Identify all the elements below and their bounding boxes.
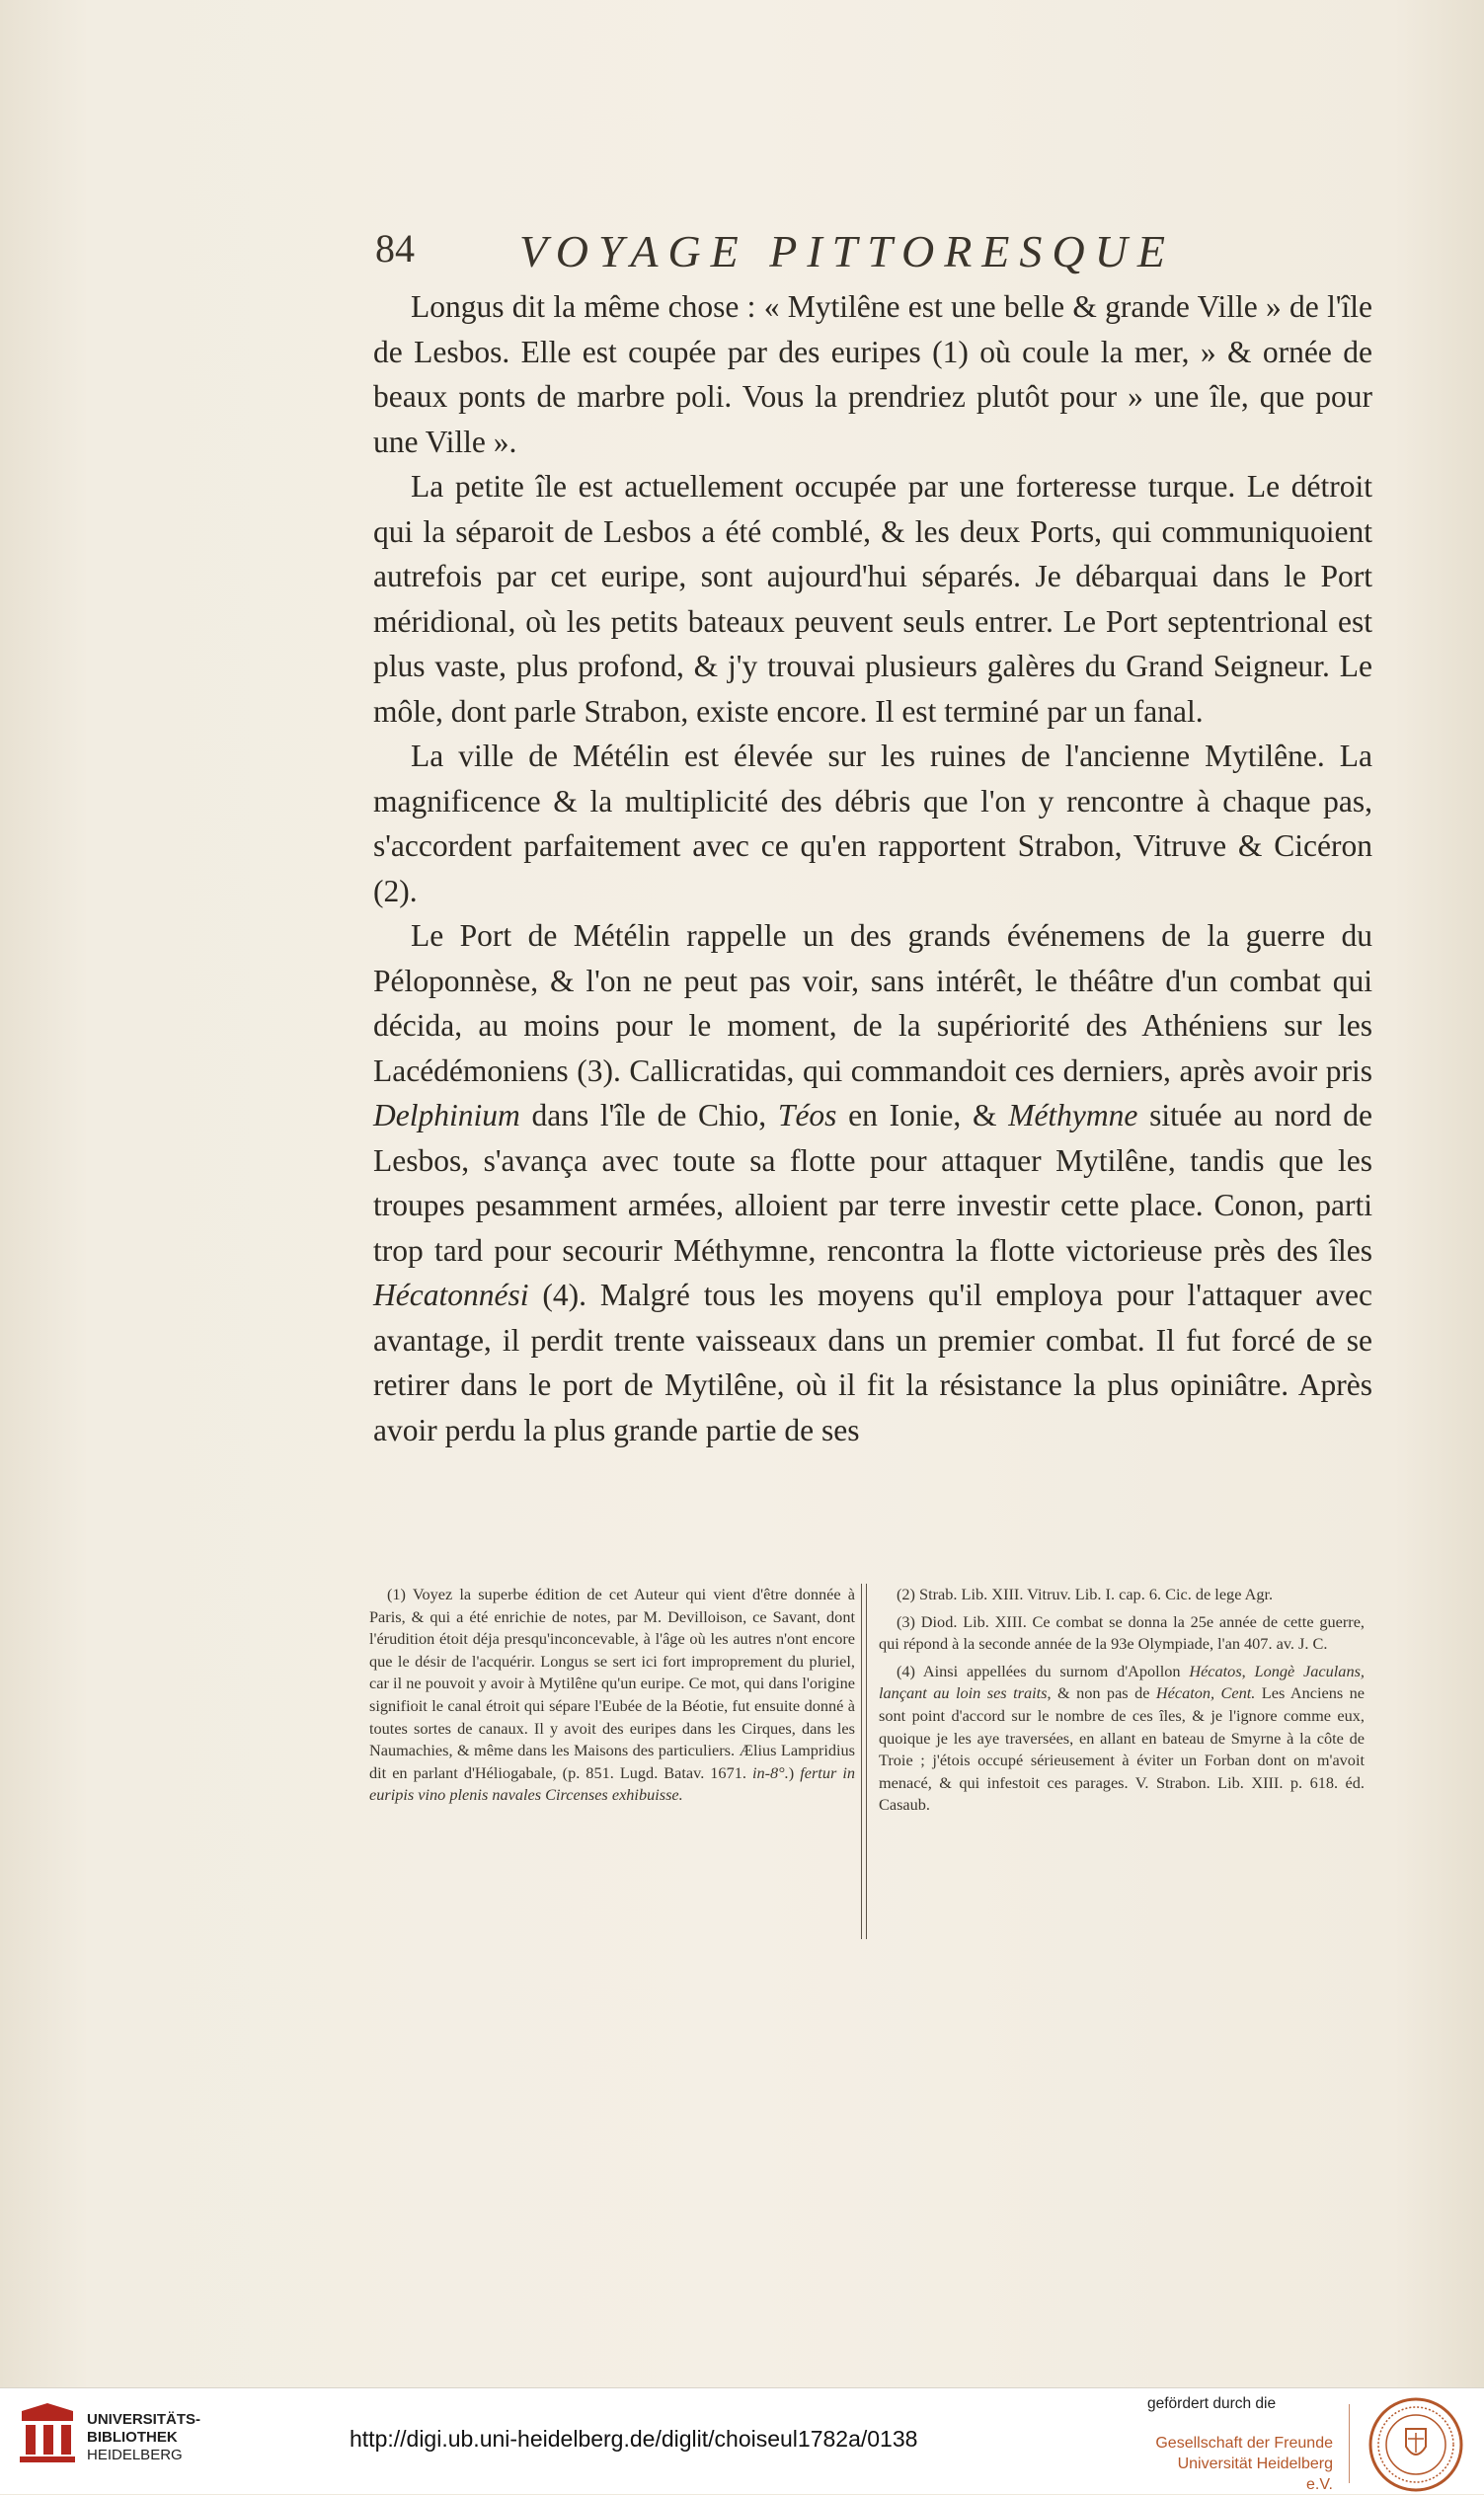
footnote-1 xyxy=(369,1584,855,1807)
text-run: située au nord de Lesbos, s'avança avec toute sa flotte pour attaquer Mytilêne, tandis que les troupes pesamment armées, alloient par terre investir cette place. Conon, parti trop tard pour secourir Méthymne, rencontra la flotte victorieuse près des îles xyxy=(373,1098,1372,1268)
footnotes-right-column xyxy=(879,1584,1365,1822)
italic-term: Longè Jaculans, lançant au loin ses traits xyxy=(879,1661,1365,1703)
library-name-line: UNIVERSITÄTS- xyxy=(87,2411,201,2428)
sponsor-name-line: Universität Heidelberg e.V. xyxy=(1177,2456,1333,2493)
italic-term: Méthymne xyxy=(1008,1098,1138,1132)
library-name-line: HEIDELBERG xyxy=(87,2447,183,2463)
footnote-4 xyxy=(879,1661,1365,1817)
text-run: , xyxy=(1241,1661,1255,1680)
italic-term: in-8°. xyxy=(751,1762,789,1782)
page-number: 84 xyxy=(375,226,415,271)
text-run: Le Port de Métélin rappelle un des grands événemens de la guerre du Péloponnèse, & l'on ne peut pas voir, sans intérêt, le théâtre d'un combat qui décida, au moins pour le moment, de la supériorité des Athéniens sur les Lacédémoniens (3). Callicratidas, qui commandoit ces derniers, après avoir pris xyxy=(373,918,1372,1088)
library-name xyxy=(87,2411,200,2464)
italic-term: Hécaton, Cent. xyxy=(1155,1683,1256,1703)
paragraph-2: La petite île est actuellement occupée par une forteresse turque. Le détroit qui la séparoit de Lesbos a été comblé, & les deux Ports, qui communiquoient autrefois par cet euripe, sont aujourd'hui séparés. Je débarquai dans le Port méridional, où les petits bateaux peuvent seuls entrer. Le Port septentrional est plus vaste, plus profond, & j'y trouvai plusieurs galères du Grand Seigneur. Le môle, dont parle Strabon, existe encore. Il est terminé par un fanal. xyxy=(373,469,1372,729)
permalink-url[interactable]: http://digi.ub.uni-heidelberg.de/diglit/choiseul1782a/0138 xyxy=(350,2426,918,2452)
running-title: VOYAGE PITTORESQUE xyxy=(519,226,1175,276)
italic-term: Delphinium xyxy=(373,1098,520,1132)
footnote-2: (2) Strab. Lib. XIII. Vitruv. Lib. I. cap. 6. Cic. de lege Agr. xyxy=(897,1585,1274,1603)
text-run: (4). Malgré tous les moyens qu'il employa pour l'attaquer avec avantage, il perdit trente vaisseaux dans un premier combat. Il fut forcé de se retirer dans le port de Mytilêne, où il fit la résistance la plus opiniâtre. Après avoir perdu la plus grande partie de ses xyxy=(373,1278,1372,1447)
text-run: , & non pas de xyxy=(1047,1683,1156,1703)
italic-term: fertur in euripis vino plenis navales Circenses exhibuisse. xyxy=(369,1762,855,1805)
library-name-line: BIBLIOTHEK xyxy=(87,2429,178,2446)
university-library-logo-icon[interactable] xyxy=(14,2397,83,2466)
paragraph-3: La ville de Métélin est élevée sur les ruines de l'ancienne Mytilêne. La magnificence & la multiplicité des débris que l'on y rencontre à chaque pas, s'accordent parfaitement avec ce qu'en rapportent Strabon, Vitruve & Cicéron (2). xyxy=(373,739,1372,908)
sponsor-name-line: Gesellschaft der Freunde xyxy=(1155,2435,1333,2452)
text-run: Les Anciens ne sont point d'accord sur le nombre de ces îles, & je l'ignore comme eux, quoique je les aye traversées, en allant en bateau de Smyrne à la côte de Troie ; j'étois occupé sérieusement à éviter un Forban dont on m'avoit menacé, & qui infestoit ces parages. V. Strabon. Lib. XIII. p. 618. éd. Casaub. xyxy=(879,1683,1365,1815)
sponsor-label: gefördert durch die xyxy=(1147,2395,1277,2412)
university-seal-icon xyxy=(1367,2395,1465,2494)
italic-term: Téos xyxy=(777,1098,837,1132)
footnotes-left-column xyxy=(369,1584,855,1812)
paragraph-1: Longus dit la même chose : « Mytilêne est une belle & grande Ville » de l'île de Lesbos. Elle est coupée par des euripes (1) où coule la mer, » & ornée de beaux ponts de marbre poli. Vous la prendriez plutôt pour » une île, que pour une Ville ». xyxy=(373,289,1372,459)
text-run: (4) Ainsi appellées du surnom d'Apollon xyxy=(897,1661,1190,1680)
footnote-column-divider xyxy=(861,1584,867,1939)
sponsor-divider xyxy=(1349,2404,1350,2483)
italic-term: Hécatos xyxy=(1189,1661,1242,1680)
text-run: ) xyxy=(788,1762,801,1782)
text-run: dans l'île de Chio, xyxy=(519,1098,778,1132)
text-run: en Ionie, & xyxy=(836,1098,1009,1132)
text-run: (1) Voyez la superbe édition de cet Auteur qui vient d'être donnée à Paris, & qui a été enrichie de notes, par M. Devilloison, ce Savant, dont l'érudition étoit déja presqu'inconcevable, à l'âge où les autres n'ont encore que le désir de l'acquérir. Longus se sert ici fort improprement du pluriel, car il ne pouvoit y avoir à Mytilêne qu'un euripe. Ce mot, qui dans l'origine signifioit le canal étroit qui sépare l'Eubée de la Béotie, fut ensuite donné à toutes sortes de canaux. Il y avoit des euripes dans les Cirques, dans les Naumachies, & même dans les Maisons des particuliers. Ælius Lampridius dit en parlant d'Héliogabale, (p. 851. Lugd. Batav. 1671. xyxy=(369,1585,855,1782)
main-text xyxy=(373,284,1372,1452)
sponsor-name[interactable] xyxy=(1155,2433,1333,2495)
italic-term: Hécatonnési xyxy=(373,1278,529,1312)
paragraph-4 xyxy=(373,913,1372,1452)
footnote-3: (3) Diod. Lib. XIII. Ce combat se donna la 25e année de cette guerre, qui répond à la seconde année de la 93e Olympiade, l'an 407. av. J. C. xyxy=(879,1611,1365,1654)
